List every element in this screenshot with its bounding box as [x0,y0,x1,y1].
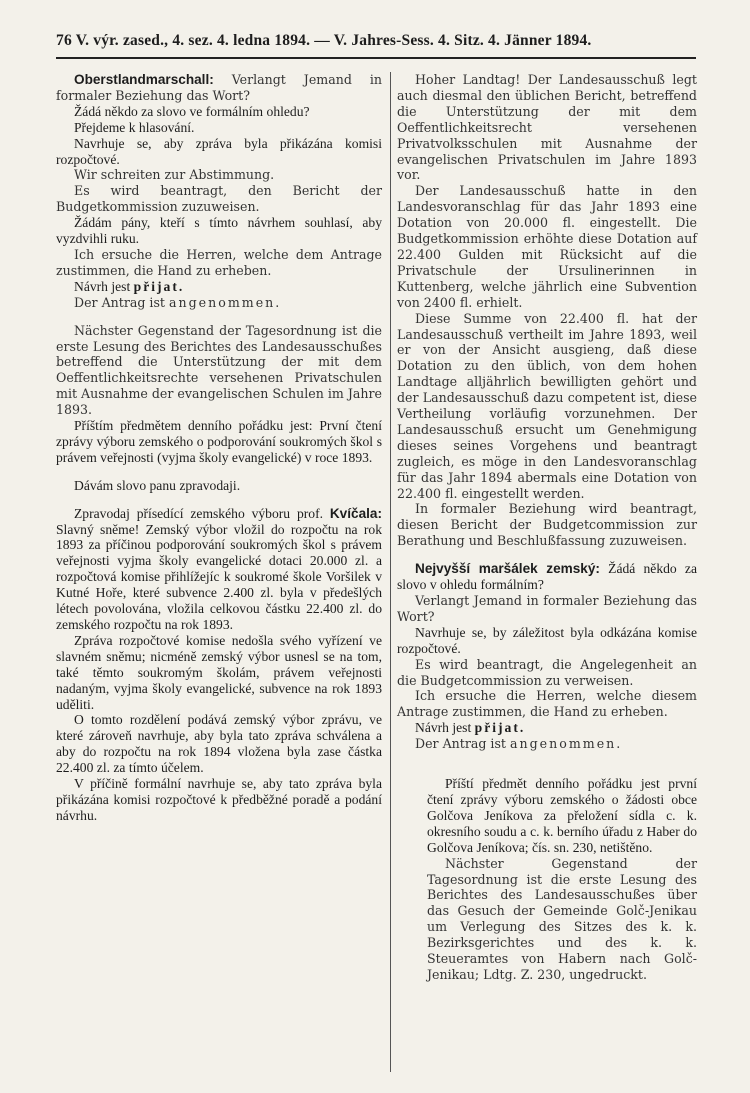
paragraph: Nächster Gegenstand der Tagesordnung ist die erste Lesung des Berichtes des Landesausschußes betreffend die Unterstützung der mit dem Oeffentlichkeitsrechte versehenen Privatschulen mit Ausnahme der evangelischen Schulen im Jahre 1893. [56,322,382,418]
paragraph: Wir schreiten zur Abstimmung. [74,167,275,183]
paragraph: Der Landesausschuß hatte in den Landesvoranschlag für das Jahr 1893 eine Dotation von 20.000 fl. eingestellt. Die Budgetkommission erhöhte diese Dotation auf 22.400 Gulden mit Rücksicht auf die Privatschule der Ursulinerinnen in Kuttenberg, welche jährlich eine Subvention von 2400 fl. erhielt. [397,183,697,310]
speaker-name: Oberstlandmarschall: [74,72,214,87]
right-column [397,72,697,983]
paragraph: Žádám pány, kteří s tímto návrhem souhlasí, aby vyzdvihli ruku. [56,215,382,247]
paragraph: Hoher Landtag! Der Landesausschuß legt auch diesmal den üblichen Bericht, betreffend die Unterstützung der mit dem Oeffentlichkeitsrecht versehenen Privatvolksschulen mit Ausnahme der evangelischen Privatschulen im Jahre 1893 vor. [397,72,697,183]
paragraph: Nächster Gegenstand der Tagesordnung ist die erste Lesung des Berichtes des Landesausschußes über das Gesuch der Gemeinde Golč-Jenikau um Verlegung des Sitzes des k. k. Bezirksgerichtes und des k. k. Steueramtes von Habern nach Golč-Jenikau; Ldtg. Z. 230, ungedruckt. [427,855,697,982]
paragraph: V příčině formální navrhuje se, aby tato zpráva byla přikázána komisi rozpočtové k předběžné poradě a podání návrhu. [56,776,382,823]
result-word: angenommen. [510,736,623,752]
paragraph: Zpráva rozpočtové komise nedošla svého vyřízení ve slavném sněmu; nicméně zemský výbor usnesl se na tom, také těmto soukromým školám, právem veřejnosti nadaným, vyjma školy evangelické, subvence na rok 1893 uděliti. [56,632,382,712]
speaker-name: Kvíčala: [329,505,382,521]
paragraph: Nejvyšší maršálek zemský: Žádá někdo za slovo v ohledu formálním? [397,561,697,593]
paragraph: Der Antrag ist angenommen. [74,294,282,310]
paragraph: Es wird beantragt, die Angelegenheit an die Budgetcommission zu verweisen. [397,656,697,688]
paragraph: Žádá někdo za slovo ve formálním ohledu? [74,103,310,119]
page-header: 76 V. výr. zased., 4. sez. 4. ledna 1894. — V. Jahres-Sess. 4. Sitz. 4. Jänner 1894. [56,32,592,49]
paragraph: Ich ersuche die Herren, welche diesem Antrage zustimmen, die Hand zu erheben. [397,688,697,720]
paragraph: Navrhuje se, by záležitost byla odkázána komise rozpočtové. [397,624,697,656]
paragraph: Příští předmět denního pořádku jest první čtení zprávy výboru zemského o žádosti obce Golčova Jeníkova za přeložení sídla c. k. okresního soudu a c. k. berního úřadu z Haber do Golčova Jeníkova; čís. sn. 230, netištěno. [427,776,697,855]
paragraph: In formaler Beziehung wird beantragt, diesen Bericht der Budgetcommission zur Berathung und Beschlußfassung zuzuweisen. [397,501,697,549]
header-rule [56,57,696,59]
paragraph: Ich ersuche die Herren, welche dem Antrage zustimmen, die Hand zu erheben. [56,246,382,278]
paragraph: Navrhuje se, aby zpráva byla přikázána komisi rozpočtové. [56,135,382,167]
paragraph: Diese Summe von 22.400 fl. hat der Landesausschuß vertheilt im Jahre 1893, weil er von der Ansicht ausgieng, daß diese Dotation zu den üblich, von dem hohen Landtage alljährlich bewilligten gehört und der Landesausschuß dazu competent ist, diese Vertheilung vorläufig vorzunehmen. Der Landesausschuß ersucht um Genehmigung dieses seines Vorgehens und beantragt zugleich, es möge in den Landesvoranschlag für das Jahr 1894 abermals eine Dotation von 22.400 fl. eingestellt werden. [397,310,697,501]
paragraph: Přejdeme k hlasování. [74,119,195,135]
left-column [56,72,382,824]
result-word: přijat. [474,720,526,736]
paragraph: Der Antrag ist angenommen. [415,736,623,752]
paragraph: Oberstlandmarschall: Verlangt Jemand in formaler Beziehung das Wort? [56,72,382,103]
result-word: přijat. [133,278,185,294]
paragraph: O tomto rozdělení podává zemský výbor zprávu, ve které zároveň navrhuje, aby byla tato zpráva schválena a aby do rozpočtu na rok 1894 vložena byla zase částka 22.400 zl. za tímto účelem. [56,712,382,776]
paragraph: Verlangt Jemand in formaler Beziehung das Wort? [397,593,697,624]
paragraph: Dávám slovo panu zpravodaji. [74,477,241,493]
paragraph: Návrh jest přijat. [74,278,185,294]
paragraph: Es wird beantragt, den Bericht der Budgetkommission zuzuweisen. [56,183,382,215]
speaker-name: Nejvyšší maršálek zemský: [415,561,600,577]
column-divider [390,72,391,1072]
paragraph: Zpravodaj přísedící zemského výboru prof. Kvíčala: Slavný sněme! Zemský výbor vložil do rozpočtu na rok 1893 za příčinou podporování soukromých škol s právem veřejnosti vyjma školy evangelické dotaci 20.000 zl. a rozpočtová komise přihlížejíc k soukromé škole Voršilek v Kutné Hoře, které subvence 2.400 zl. byla v předešlých létech povolována, vložila celkovou částku 22.400 zl. do zemského rozpočtu na rok 1893. [56,505,382,632]
paragraph: Příštím předmětem denního pořádku jest: První čtení zprávy výboru zemského o podporování soukromých škol s právem veřejnosti (vyjma školy evangelické) v roce 1893. [56,418,382,465]
result-word: angenommen. [169,294,282,310]
paragraph: Návrh jest přijat. [415,720,526,736]
